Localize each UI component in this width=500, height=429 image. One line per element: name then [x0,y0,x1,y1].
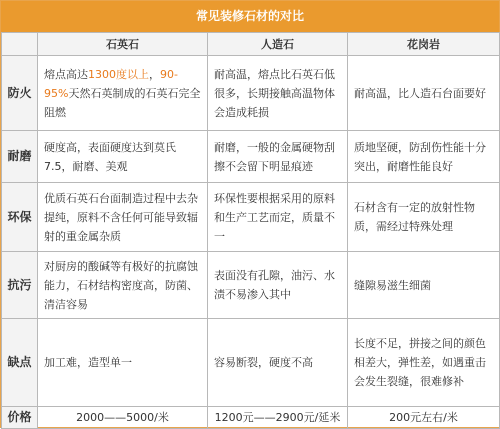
cell-artificial-stain: 表面没有孔隙，油污、水渍不易渗入其中 [208,252,348,319]
quartz-fire-text: 熔点高达 [44,67,88,81]
quartz-fire-highlight-percent: 90-95% [44,67,178,100]
cell-quartz-eco: 优质石英石台面制造过程中去杂提纯，原料不含任何可能导致辐射的重金属杂质 [38,183,208,252]
row-label-eco: 环保 [2,183,38,252]
header-row [2,33,500,56]
row-label-price: 价格 [2,407,38,429]
cell-artificial-price: 1200元——2900元/延米 [208,407,348,429]
table-row [2,183,500,252]
cell-artificial-eco: 环保性要根据采用的原料和生产工艺而定，质量不一 [208,183,348,252]
row-label-stain: 抗污 [2,252,38,319]
row-label-wear: 耐磨 [2,131,38,183]
cell-granite-stain: 缝隙易滋生细菌 [348,252,500,319]
cell-granite-price: 200元左右/米 [348,407,500,429]
cell-quartz-cons: 加工难，造型单一 [38,319,208,407]
quartz-fire-text-rest: 天然石英制成的石英石完全阻燃 [44,86,201,119]
column-header-quartz: 石英石 [38,33,208,56]
cell-quartz-price: 2000——5000/米 [38,407,208,429]
corner-cell [2,33,38,56]
cell-quartz-wear: 硬度高，表面硬度达到莫氏7.5，耐磨、美观 [38,131,208,183]
column-header-artificial: 人造石 [208,33,348,56]
cell-artificial-wear: 耐磨，一般的金属硬物刮擦不会留下明显痕迹 [208,131,348,183]
cell-granite-cons: 长度不足，拼接之间的颜色相差大，弹性差，如遇重击会发生裂缝，很难修补 [348,319,500,407]
cell-quartz-stain: 对厨房的酸碱等有极好的抗腐蚀能力，石材结构密度高，防菌、清洁容易 [38,252,208,319]
table-row [2,252,500,319]
comparison-table [1,32,500,429]
cell-artificial-cons: 容易断裂，硬度不高 [208,319,348,407]
table-row [2,319,500,407]
table-row [2,56,500,131]
cell-quartz-fire [38,56,208,131]
cell-granite-fire: 耐高温，比人造石台面要好 [348,56,500,131]
row-label-cons: 缺点 [2,319,38,407]
table-row [2,407,500,429]
quartz-fire-highlight-melting: 1300度以上 [88,67,149,81]
table-title: 常见装修石材的对比 [1,1,499,32]
cell-granite-eco: 石材含有一定的放射性物质，需经过特殊处理 [348,183,500,252]
cell-granite-wear: 质地坚硬，防刮伤性能十分突出，耐磨性能良好 [348,131,500,183]
table-row [2,131,500,183]
row-label-fire: 防火 [2,56,38,131]
cell-artificial-fire: 耐高温，熔点比石英石低很多，长期接触高温物体会造成耗损 [208,56,348,131]
column-header-granite: 花岗岩 [348,33,500,56]
quartz-fire-separator: ， [149,67,160,81]
